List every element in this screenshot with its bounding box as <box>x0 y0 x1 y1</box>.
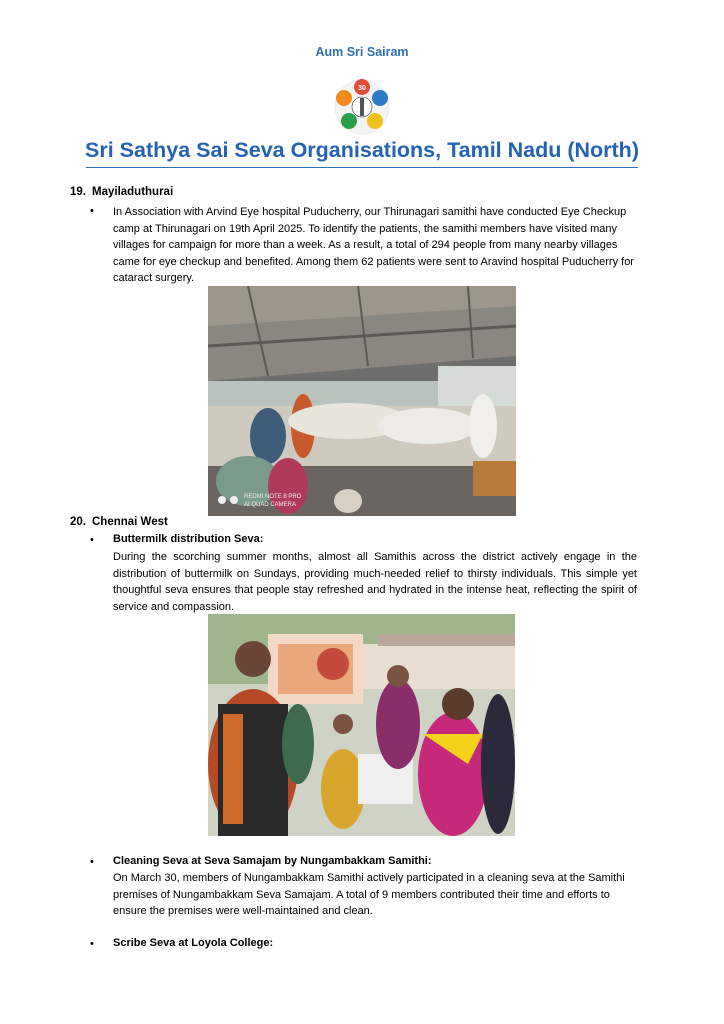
section-20-heading <box>70 516 168 528</box>
page-title: Sri Sathya Sai Seva Organisations, Tamil Nadu (North) <box>85 138 639 162</box>
section-19-heading <box>70 186 173 198</box>
title-divider <box>86 167 638 168</box>
cleaning-seva-paragraph: On March 30, members of Nungambakkam Samithi actively participated in a cleaning seva at the Samithi premises of Nungambakkam Seva Samajam. A total of 9 members contributed their time and efforts to ensure the premises were well-maintained and clean. <box>113 872 625 917</box>
buttermilk-seva-photo <box>208 614 515 836</box>
scribe-seva-title: Scribe Seva at Loyola College: <box>113 937 274 949</box>
logo-petal-bottom-left <box>341 113 357 129</box>
bullet-icon: • <box>90 856 94 868</box>
section-number: 20. <box>70 516 86 528</box>
section-title: Mayiladuthurai <box>92 186 174 198</box>
section-number: 19. <box>70 186 86 198</box>
bullet-icon: • <box>90 938 94 950</box>
logo-text: 30 <box>358 85 366 92</box>
buttermilk-seva-title: Buttermilk distribution Seva: <box>113 533 264 545</box>
logo-petal-bottom-right <box>367 113 383 129</box>
buttermilk-seva-paragraph: During the scorching summer months, almost all Samithis across the district actively engage in the distribution of buttermilk on Sundays, providing much-needed relief to thirsty individuals. This simple yet thoughtful seva ensures that people stay refreshed and hydrated in the intense heat, reflecting the spirit of service and compassion. <box>113 551 637 613</box>
cleaning-seva-title: Cleaning Seva at Seva Samajam by Nungambakkam Samithi: <box>113 855 432 867</box>
eye-camp-photo <box>208 286 516 516</box>
section-19-paragraph: In Association with Arvind Eye hospital Puducherry, our Thirunagari samithi have conducted Eye Checkup camp at Thirunagari on 19th April 2025. To identify the patients, the samithi members have visited many villages for campaign for more than a week. As a result, a total of 294 people from many nearby villages came for eye checkup and benefited. Among them 62 patients were sent to Aravind hospital Puducherry for cataract surgery. <box>113 206 634 284</box>
logo-petal-left <box>336 90 352 106</box>
header-greeting: Aum Sri Sairam <box>315 45 409 59</box>
organisation-logo <box>333 78 391 136</box>
bullet-icon: • <box>90 534 94 546</box>
logo-petal-right <box>372 90 388 106</box>
photo-watermark-line2: AI QUAD CAMERA <box>244 502 297 508</box>
photo-watermark-line1: REDMI NOTE 8 PRO <box>244 494 302 500</box>
bullet-icon: • <box>90 205 94 217</box>
section-title: Chennai West <box>92 516 168 528</box>
